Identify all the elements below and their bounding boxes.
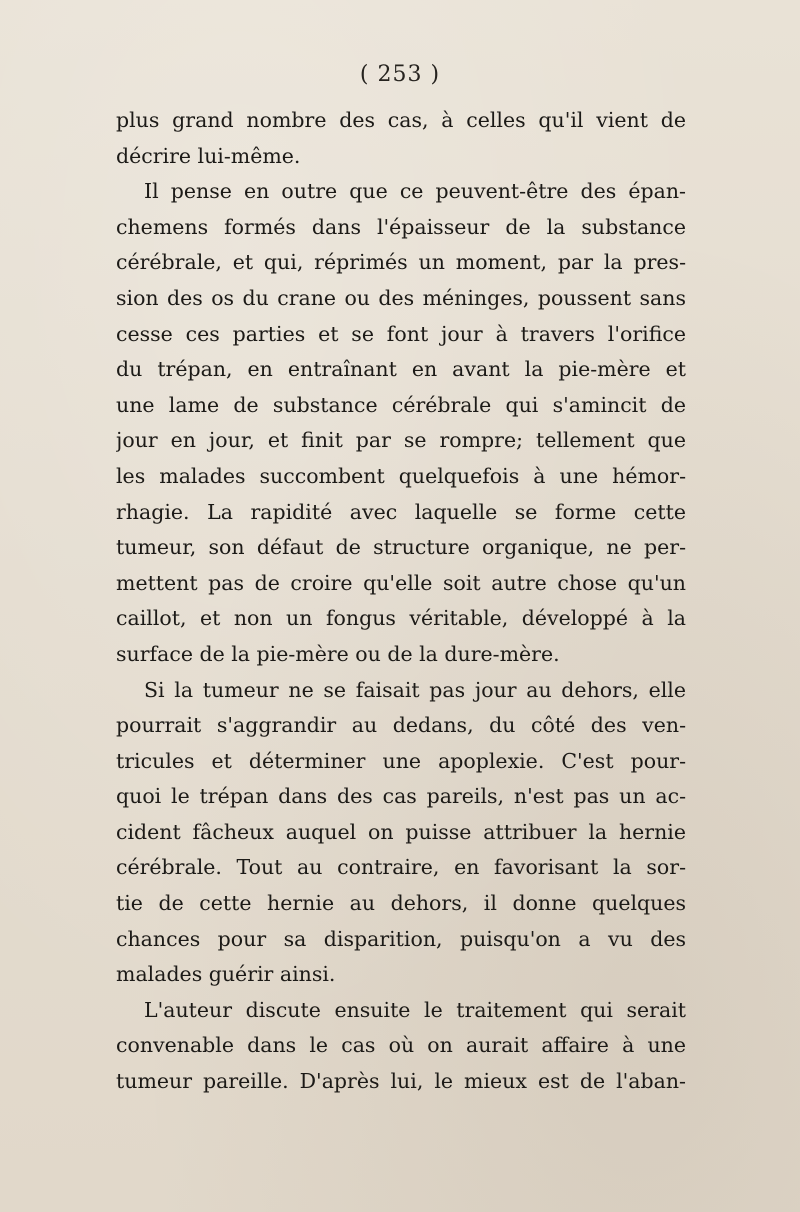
text-line: cident fâcheux auquel on puisse attribuer la hernie bbox=[116, 819, 686, 844]
text-line: chances pour sa disparition, puisqu'on a vu des bbox=[116, 926, 686, 951]
text-line: malades guérir ainsi. bbox=[116, 962, 336, 987]
paragraph bbox=[116, 103, 686, 174]
text-line: rhagie. La rapidité avec laquelle se forme cette bbox=[116, 499, 686, 524]
text-line: une lame de substance cérébrale qui s'amincit de bbox=[116, 392, 686, 417]
text-line: convenable dans le cas où on aurait affaire à une bbox=[116, 1033, 686, 1058]
paragraph bbox=[116, 673, 686, 993]
text-line: surface de la pie-mère ou de la dure-mère. bbox=[116, 641, 560, 666]
body-text bbox=[116, 103, 686, 1100]
text-line: cérébrale. Tout au contraire, en favorisant la sor- bbox=[116, 855, 686, 880]
text-line: décrire lui-même. bbox=[116, 143, 301, 168]
text-line: cérébrale, et qui, réprimés un moment, par la pres- bbox=[116, 250, 686, 275]
paragraph bbox=[116, 174, 686, 672]
text-line: quoi le trépan dans des cas pareils, n'est pas un ac- bbox=[116, 784, 686, 809]
text-line: les malades succombent quelquefois à une hémor- bbox=[116, 463, 686, 488]
text-line: mettent pas de croire qu'elle soit autre chose qu'un bbox=[116, 570, 686, 595]
text-line: L'auteur discute ensuite le traitement qui serait bbox=[144, 997, 686, 1022]
text-line: Si la tumeur ne se faisait pas jour au dehors, elle bbox=[144, 677, 686, 702]
text-line: sion des os du crane ou des méninges, poussent sans bbox=[116, 285, 686, 310]
text-line: Il pense en outre que ce peuvent-être des épan- bbox=[144, 179, 686, 204]
text-line: chemens formés dans l'épaisseur de la substance bbox=[116, 214, 686, 239]
text-line: plus grand nombre des cas, à celles qu'il vient de bbox=[116, 108, 686, 132]
text-line: jour en jour, et finit par se rompre; tellement que bbox=[116, 428, 686, 453]
text-line: caillot, et non un fongus véritable, développé à la bbox=[116, 606, 686, 631]
text-line: du trépan, en entraînant en avant la pie-mère et bbox=[116, 357, 686, 382]
text-line: tie de cette hernie au dehors, il donne quelques bbox=[116, 891, 686, 916]
text-line: cesse ces parties et se font jour à travers l'orifice bbox=[116, 321, 686, 346]
text-line: pourrait s'aggrandir au dedans, du côté des ven- bbox=[116, 713, 686, 738]
page-number: ( 253 ) bbox=[359, 62, 441, 87]
paragraph bbox=[116, 993, 686, 1100]
text-line: tumeur, son défaut de structure organique, ne per- bbox=[116, 535, 686, 560]
text-line: tricules et déterminer une apoplexie. C'est pour- bbox=[116, 748, 686, 773]
text-line: tumeur pareille. D'après lui, le mieux est de l'aban- bbox=[116, 1069, 686, 1094]
